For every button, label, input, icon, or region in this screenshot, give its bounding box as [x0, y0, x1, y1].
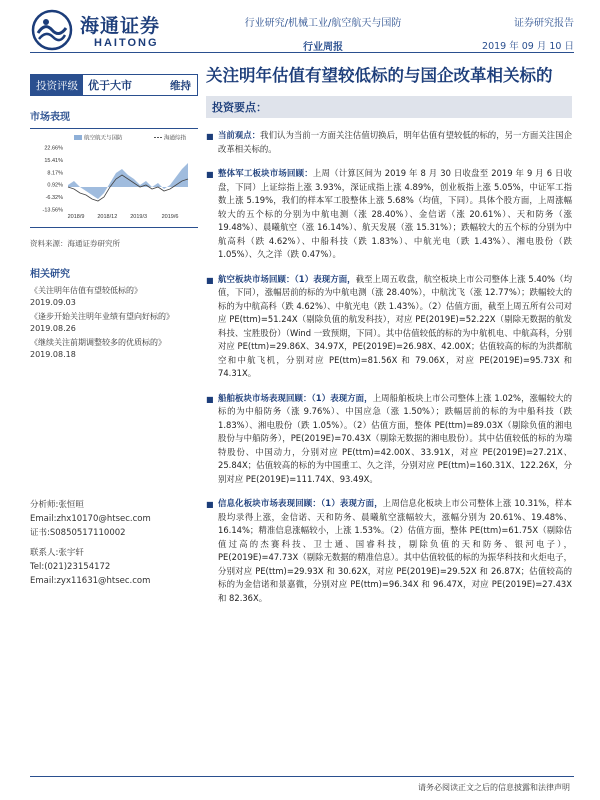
paragraph-current-view — [206, 129, 572, 156]
haitong-emblem-icon — [30, 8, 74, 52]
footer-divider — [30, 776, 574, 777]
related-item-date: 2019.09.03 — [30, 298, 76, 307]
y-tick-label: 0.92% — [47, 182, 63, 189]
paragraph-text: 上周（计算区间为 2019 年 8 月 30 日收盘至 2019 年 9 月 6 日收盘，下同）上证综指上涨 3.93%，深证成指上涨 4.89%，创业板指上涨 5.05%，中证军工指数上涨 5.19%，我们的样本军工股整体上涨 5.68%（均值，下同）。具体个股方面，上周涨幅较大的五个标的分别为中航电测（涨 28.40%）、金信诺（涨 20.61%）、天和防务（涨 19.48%）、晨曦航空（涨 16.14%）、航天发展（涨 15.31%）；跌幅较大的五个标的分别为中航高科（跌 4.62%）、中船科技（跌 1.83%）、中航光电（跌 1.43%）、湘电股份（跌 1.05%）、久之洋（跌 0.47%）。 — [218, 168, 573, 259]
series-area-sector — [68, 163, 188, 199]
paragraph-lead: 整体军工板块市场回顾： — [218, 168, 313, 178]
key-points-header: 投资要点： — [206, 96, 572, 118]
rating-status: 维持 — [170, 79, 191, 92]
paragraph-defense-sector — [206, 167, 572, 262]
report-title: 关注明年估值有望较低标的与国企改革相关标的 — [206, 66, 553, 85]
report-kind: 证券研究报告 — [514, 18, 574, 29]
paragraph-shipbuilding-sector — [206, 392, 572, 487]
paragraph-text: 截至上周五收盘，航空板块上市公司整体上涨 5.40%（均值，下同），涨幅居前的标的为中航电测（涨 28.40%），中航沈飞（涨 12.77%）；跌幅较大的标的为中航高科（跌 4.62%）、中航光电（跌 1.43%）。（2）估值方面，截至上周五所有公司对应 PE(ttm)=51.24X（剔除负值的航发科技），对应 PE(2019E)=52.22X（剔除无数据的航发科技、宝胜股份）（Wind 一致预期，下同）。其中估值较低的标的为中航机电、中航高科，分别对应 PE(ttm)=29.86X、34.97X，PE(2019E)=26.98X、42.00X；估值较高的标的为洪都航空和中航飞机，分别对应 PE(ttm)=81.56X 和 79.06X，对应 PE(2019E)=95.73X 和 74.31X。 — [218, 273, 572, 378]
y-tick-label: 15.41% — [44, 157, 63, 164]
analyst-name: 分析师:张恒晅 — [30, 500, 84, 510]
report-date: 2019 年 09 月 10 日 — [482, 41, 574, 52]
related-item-title[interactable]: 《逢步开始关注明年业绩有望向好标的》 — [30, 312, 174, 321]
y-tick-label: 8.17% — [47, 170, 63, 177]
logo-english: HAITONG — [94, 37, 159, 49]
bullet-icon: ■ — [206, 170, 214, 179]
bullet-icon: ■ — [206, 275, 214, 285]
sidebar — [30, 74, 198, 363]
market-performance-title: 市场表现 — [30, 112, 70, 123]
paragraph-text: 我们认为当前一方面关注估值切换后，明年估值有望较低的标的，另一方面关注国企改革相关标的。 — [218, 130, 573, 154]
report-type: 行业周报 — [303, 42, 343, 53]
paragraph-lead: 当前观点： — [218, 130, 261, 140]
paragraph-lead: 信息化板块市场表现回顾：（1）表现方面， — [218, 498, 383, 508]
analyst-certificate: 证书:S0850517110002 — [30, 528, 126, 538]
analyst-info — [30, 498, 200, 588]
disclaimer-footer: 请务必阅读正文之后的信息披露和法律声明 — [418, 783, 570, 792]
rating-value: 优于大市 — [88, 79, 132, 92]
paragraph-lead: 航空板块市场回顾：（1）表现方面， — [218, 273, 356, 284]
analyst-email[interactable]: Email:zhx10170@htsec.com — [30, 514, 151, 524]
x-tick-label: 2019/3 — [130, 214, 148, 220]
performance-chart-svg — [30, 129, 198, 229]
y-tick-label: -13.56% — [42, 207, 63, 214]
related-item-title[interactable]: 《继续关注前期调整较多的优质标的》 — [30, 338, 166, 347]
chart-source: 资料来源：海通证券研究所 — [30, 239, 120, 248]
y-tick-label: -6.32% — [45, 195, 63, 202]
legend-label-index: 海通综指 — [164, 135, 187, 142]
bullet-icon: ■ — [206, 394, 214, 404]
header-divider — [30, 52, 574, 53]
x-tick-label: 2018/9 — [67, 214, 85, 220]
contact-phone: Tel:(021)23154172 — [30, 562, 111, 572]
report-header — [0, 0, 600, 62]
related-item-date: 2019.08.26 — [30, 324, 76, 333]
paragraph-informatization-sector — [206, 497, 572, 605]
bullet-icon: ■ — [206, 500, 214, 509]
contact-email[interactable]: Email:zyx11631@htsec.com — [30, 576, 151, 586]
paragraph-aviation-sector — [206, 273, 572, 381]
paragraph-lead: 船舶板块市场表现回顾：（1）表现方面， — [218, 392, 373, 403]
legend-swatch-sector — [74, 135, 82, 140]
rating-label: 投资评级 — [31, 75, 83, 95]
industry-path: 行业研究/机械工业/航空航天与国防 — [244, 18, 402, 29]
paragraph-text: 上周船舶板块上市公司整体上涨 1.02%，涨幅较大的标的为中船防务（涨 9.76%）、中国应急（涨 1.50%）；跌幅居前的标的为中船科技（跌 1.83%）、湘电股份（跌 1.05%）。（2）估值方面，整体 PE(ttm)=89.03X（剔除负值的湘电股份与中船防务），PE(2019E)=70.43X（剔除无数据的湘电股份）。其中估值较低的标的为瑞特股份、中国动力，分别对应 PE(ttm)=42.00X、33.91X，对应 PE(2019E)=27.21X、25.84X；估值较高的标的为中国重工、久之洋，分别对应 PE(ttm)=160.31X、122.26X，分别对应 PE(2019E)=111.74X、93.49X。 — [218, 392, 572, 484]
related-item-title[interactable]: 《关注明年估值有望较低标的》 — [30, 286, 142, 295]
legend-label-sector: 航空航天与国防 — [84, 135, 123, 142]
x-tick-label: 2018/12 — [97, 214, 118, 220]
related-item-date: 2019.08.18 — [30, 350, 76, 359]
related-research-list — [30, 285, 198, 359]
company-logo — [30, 8, 180, 56]
investment-rating — [30, 74, 198, 96]
x-tick-label: 2019/6 — [161, 214, 179, 220]
main-content — [206, 64, 572, 605]
related-research-title: 相关研究 — [30, 269, 70, 280]
contact-name: 联系人:张宇轩 — [30, 548, 84, 558]
market-performance-chart — [30, 128, 198, 228]
y-tick-label: 22.66% — [44, 145, 63, 152]
logo-chinese: 海通证券 — [80, 15, 161, 37]
paragraph-text: 上周信息化板块上市公司整体上涨 10.31%，样本股均录得上涨，金信诺、天和防务、晨曦航空涨幅较大，涨幅分别为 20.61%、19.48%、16.14%；精准信息涨幅较小，上涨 1.53%。（2）估值方面，整体 PE(ttm)=61.75X（剔除估值过高的杰赛科技、卫士通、国睿科技，剔除负值的天和防务、银河电子），PE(2019E)=47.73X（剔除无数据的精准信息）。其中估值较低的标的为振华科技和火炬电子，分别对应 PE(ttm)=29.93X 和 30.62X，对应 PE(2019E)=29.52X 和 26.87X；估值较高的标的为金信诺和景嘉微，分别对应 PE(ttm)=96.34X 和 96.47X，对应 PE(2019E)=27.43X 和 82.36X。 — [218, 498, 572, 603]
bullet-icon: ■ — [206, 132, 214, 141]
